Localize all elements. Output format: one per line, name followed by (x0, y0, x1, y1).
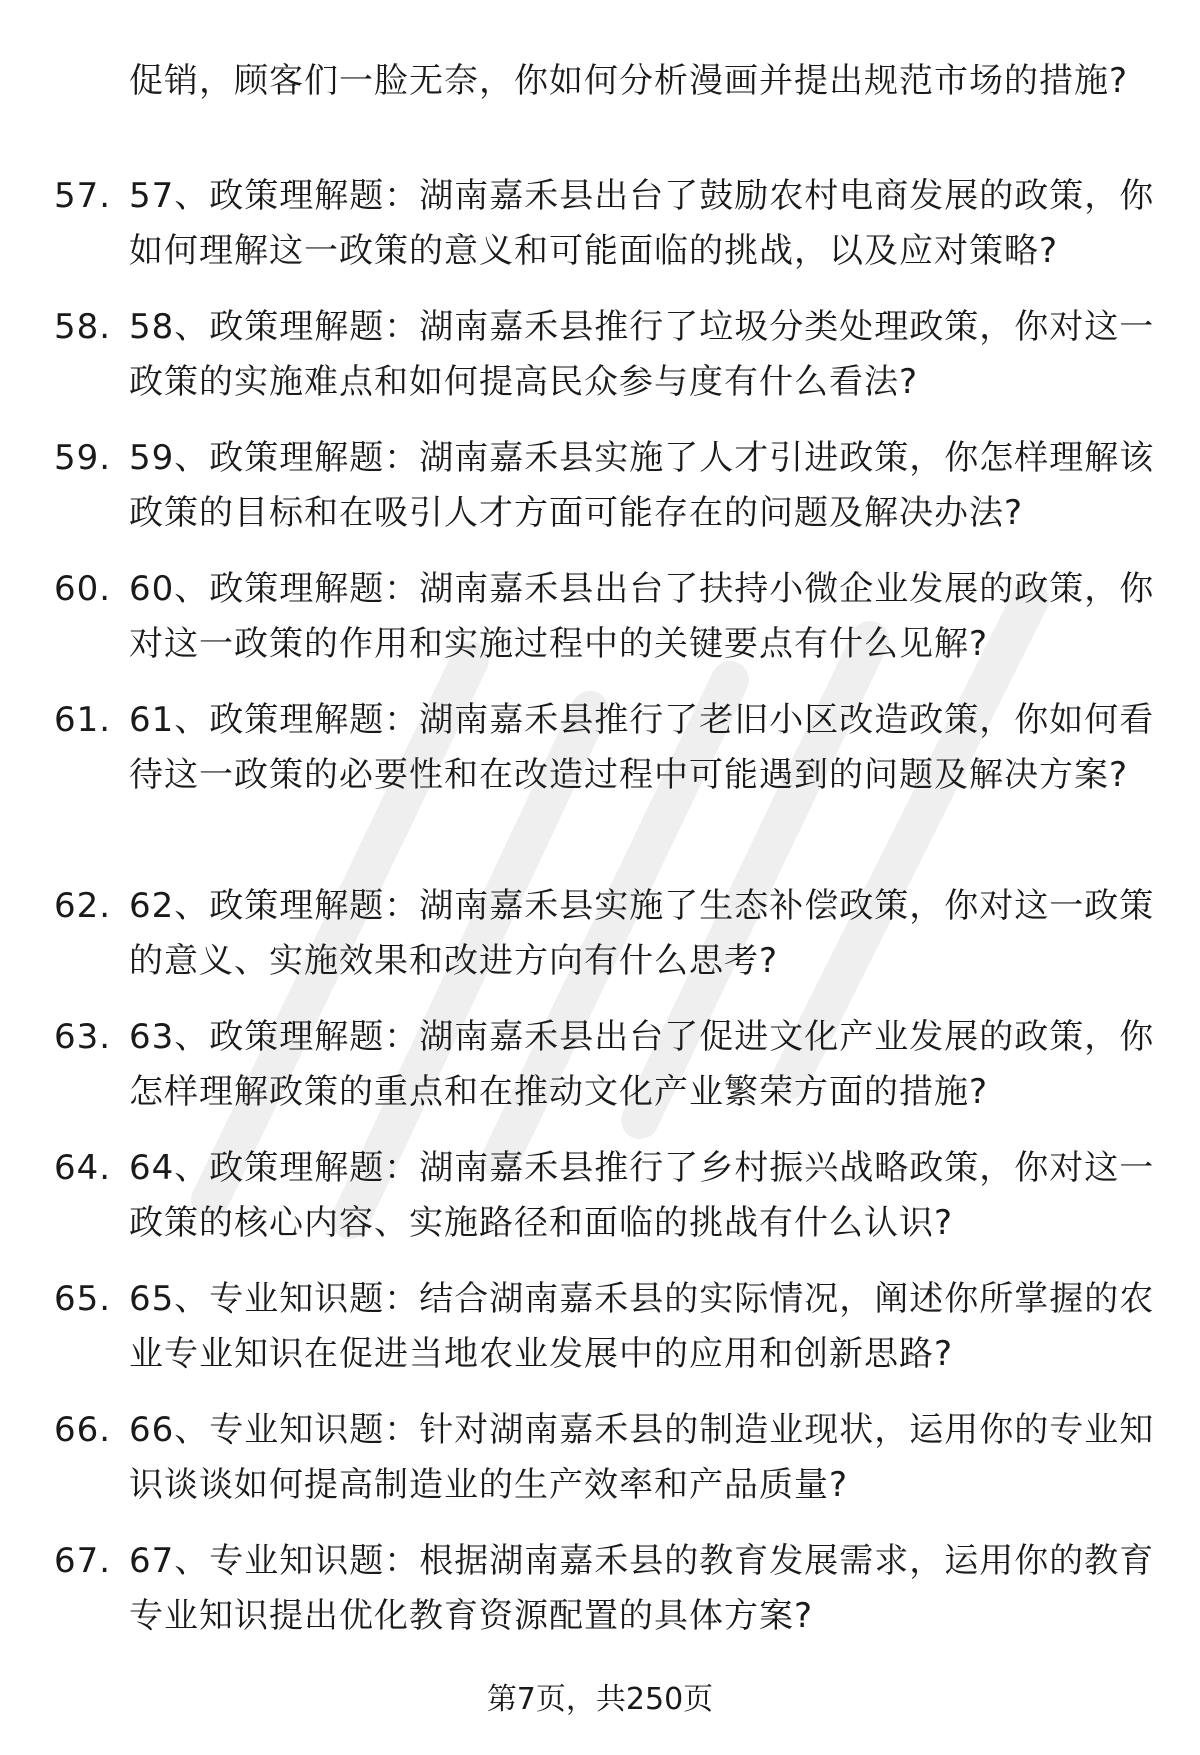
question-text: 62、政策理解题：湖南嘉禾县实施了生态补偿政策，你对这一政策的意义、实施效果和改进方向有什么思考? (129, 886, 1155, 981)
question-text: 59、政策理解题：湖南嘉禾县实施了人才引进政策，你怎样理解该政策的目标和在吸引人才方面可能存在的问题及解决办法? (129, 438, 1155, 533)
page-footer: 第7页，共250页 (486, 1682, 714, 1717)
question-number: 64. (54, 1148, 112, 1188)
question-text: 63、政策理解题：湖南嘉禾县出台了促进文化产业发展的政策，你怎样理解政策的重点和在推动文化产业繁荣方面的措施? (129, 1017, 1155, 1112)
question-number: 66. (54, 1410, 112, 1450)
question-text: 66、专业知识题：针对湖南嘉禾县的制造业现状，运用你的专业知识谈谈如何提高制造业的生产效率和产品质量? (129, 1410, 1155, 1505)
continued-question-text: 促销，顾客们一脸无奈，你如何分析漫画并提出规范市场的措施? (129, 61, 1129, 101)
question-text: 60、政策理解题：湖南嘉禾县出台了扶持小微企业发展的政策，你对这一政策的作用和实施过程中的关键要点有什么见解? (129, 569, 1155, 664)
question-number: 57. (54, 176, 112, 216)
question-number: 65. (54, 1279, 112, 1319)
question-number: 67. (54, 1541, 112, 1581)
question-number: 61. (54, 700, 112, 740)
question-text: 67、专业知识题：根据湖南嘉禾县的教育发展需求，运用你的教育专业知识提出优化教育资源配置的具体方案? (129, 1541, 1155, 1636)
question-number: 63. (54, 1017, 112, 1057)
question-number: 60. (54, 569, 112, 609)
question-number: 59. (54, 438, 112, 478)
question-text: 61、政策理解题：湖南嘉禾县推行了老旧小区改造政策，你如何看待这一政策的必要性和在改造过程中可能遇到的问题及解决方案? (129, 700, 1155, 795)
question-number: 58. (54, 307, 112, 347)
question-text: 64、政策理解题：湖南嘉禾县推行了乡村振兴战略政策，你对这一政策的核心内容、实施路径和面临的挑战有什么认识? (129, 1148, 1155, 1243)
question-text: 65、专业知识题：结合湖南嘉禾县的实际情况，阐述你所掌握的农业专业知识在促进当地农业发展中的应用和创新思路? (129, 1279, 1155, 1374)
question-text: 58、政策理解题：湖南嘉禾县推行了垃圾分类处理政策，你对这一政策的实施难点和如何提高民众参与度有什么看法? (129, 307, 1155, 402)
question-number: 62. (54, 886, 112, 926)
question-text: 57、政策理解题：湖南嘉禾县出台了鼓励农村电商发展的政策，你如何理解这一政策的意义和可能面临的挑战，以及应对策略? (129, 176, 1155, 271)
